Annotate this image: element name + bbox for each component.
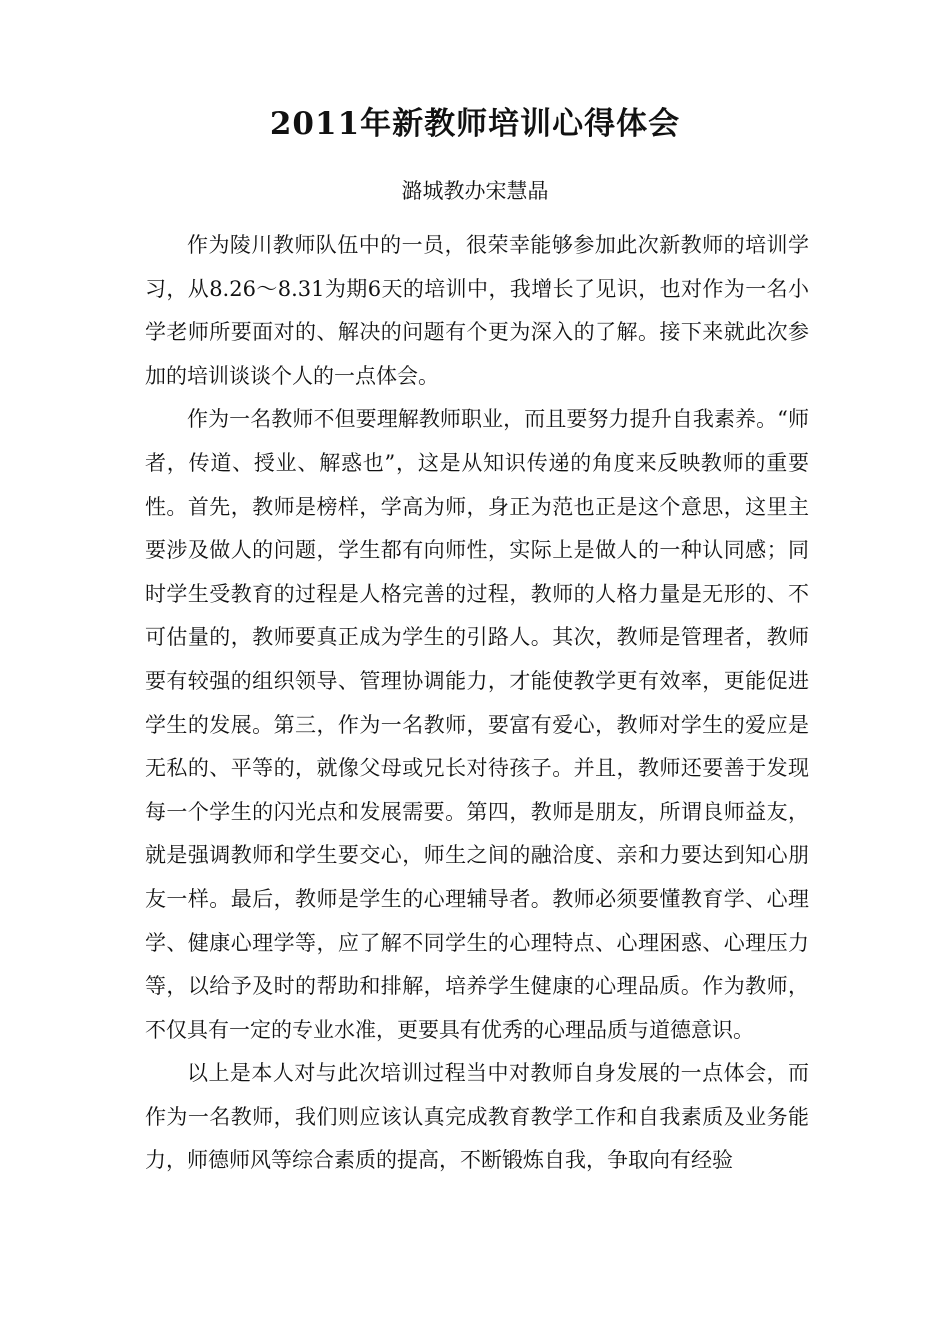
paragraph-1: 作为陵川教师队伍中的一员，很荣幸能够参加此次新教师的培训学习，从8.26～8.31为期6天的培训中，我增长了见识，也对作为一名小学老师所要面对的、解决的问题有个更为深入的了解。接下来就此次参加的培训谈谈个人的一点体会。 [145, 233, 809, 388]
document-title: 2011年新教师培训心得体会 [269, 106, 681, 142]
paragraph-2: 作为一名教师不但要理解教师职业，而且要努力提升自我素养。“师者，传道、授业、解惑也”，这是从知识传递的角度来反映教师的重要性。首先，教师是榜样，学高为师，身正为范也正是这个意思，这里主要涉及做人的问题，学生都有向师性，实际上是做人的一种认同感；同时学生受教育的过程是人格完善的过程，教师的人格力量是无形的、不可估量的，教师要真正成为学生的引路人。其次，教师是管理者，教师要有较强的组织领导、管理协调能力，才能使教学更有效率，更能促进学生的发展。第三，作为一名教师，要富有爱心，教师对学生的爱应是无私的、平等的，就像父母或兄长对待孩子。并且，教师还要善于发现每一个学生的闪光点和发展需要。第四，教师是朋友，所谓良师益友，就是强调教师和学生要交心，师生之间的融洽度、亲和力要达到知心朋友一样。最后，教师是学生的心理辅导者。教师必须要懂教育学、心理学、健康心理学等，应了解不同学生的心理特点、心理困惑、心理压力等，以给予及时的帮助和排解，培养学生健康的心理品质。作为教师，不仅具有一定的专业水准，更要具有优秀的心理品质与道德意识。 [145, 407, 809, 1042]
paragraph-3: 以上是本人对与此次培训过程当中对教师自身发展的一点体会，而作为一名教师，我们则应该认真完成教育教学工作和自我素质及业务能力，师德师风等综合素质的提高，不断锻炼自我，争取向有经验 [145, 1061, 809, 1173]
document-body [145, 224, 809, 1183]
author-line: 潞城教办宋慧晶 [401, 179, 549, 203]
